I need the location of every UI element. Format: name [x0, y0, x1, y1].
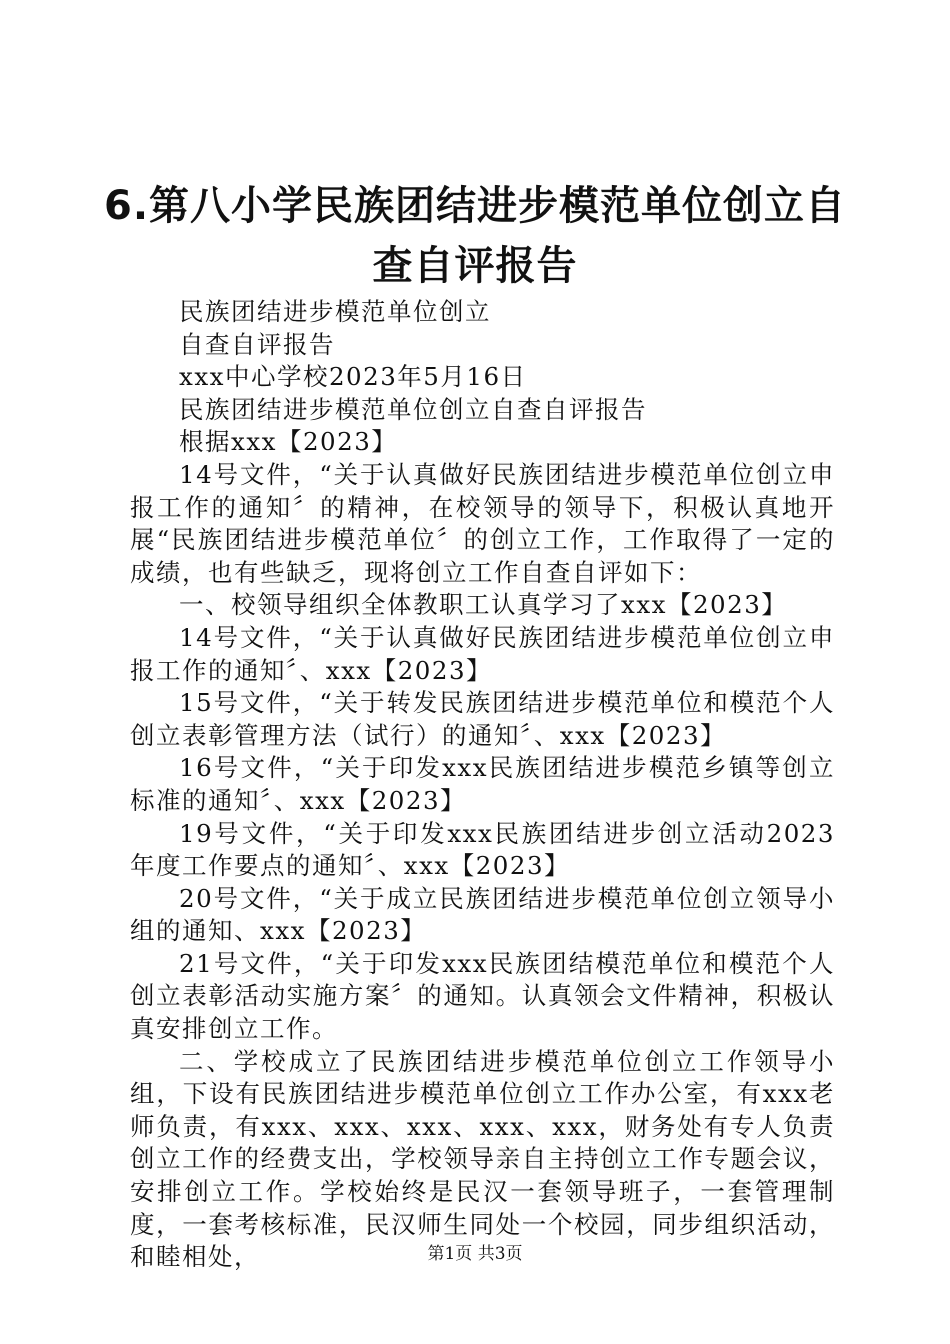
- document-body: [130, 296, 835, 1274]
- paragraph: 民族团结进步模范单位创立: [179, 297, 491, 326]
- paragraph: 20号文件，“关于成立民族团结进步模范单位创立领导小组的通知、xxx【2023】: [130, 883, 835, 946]
- paragraph: 14号文件，“关于认真做好民族团结进步模范单位创立申报工作的通知〞的精神，在校领导的领导下，积极认真地开展“民族团结进步模范单位〞的创立工作，工作取得了一定的成绩，也有些缺乏，现将创立工作自查自评如下：: [130, 459, 835, 587]
- paragraph: 16号文件，“关于印发xxx民族团结进步模范乡镇等创立标准的通知〞、xxx【2023】: [130, 753, 835, 815]
- paragraph: 19号文件，“关于印发xxx民族团结进步创立活动2023年度工作要点的通知〞、xxx【2023】: [130, 818, 835, 881]
- paragraph: 自查自评报告: [179, 329, 335, 359]
- paragraph: 二、学校成立了民族团结进步模范单位创立工作领导小组，下设有民族团结进步模范单位创立工作办公室，有xxx老师负责，有xxx、xxx、xxx、xxx、xxx，财务处有专人负责创立工作的经费支出，学校领导亲自主持创立工作专题会议，安排创立工作。学校始终是民汉一套领导班子，一套管理制度，一套考核标准，民汉师生同处一个校园，同步组织活动，和睦相处，: [130, 1046, 835, 1272]
- document-title: 6.第八小学民族团结进步模范单位创立自查自评报告: [103, 183, 847, 289]
- paragraph: xxx中心学校2023年5月16日: [179, 362, 527, 392]
- paragraph: 一、校领导组织全体教职工认真学习了xxx【2023】: [179, 590, 788, 620]
- paragraph: 民族团结进步模范单位创立自查自评报告: [179, 394, 647, 424]
- paragraph: 21号文件，“关于印发xxx民族团结模范单位和模范个人创立表彰活动实施方案〞的通知。认真领会文件精神，积极认真安排创立工作。: [130, 948, 835, 1044]
- paragraph: 根据xxx【2023】: [179, 427, 398, 457]
- paragraph: 15号文件，“关于转发民族团结进步模范单位和模范个人创立表彰管理方法（试行）的通知〞、xxx【2023】: [130, 688, 835, 750]
- paragraph: 14号文件，“关于认真做好民族团结进步模范单位创立申报工作的通知〞、xxx【2023】: [130, 622, 835, 685]
- page-footer: 第1页 共3页: [427, 1244, 523, 1264]
